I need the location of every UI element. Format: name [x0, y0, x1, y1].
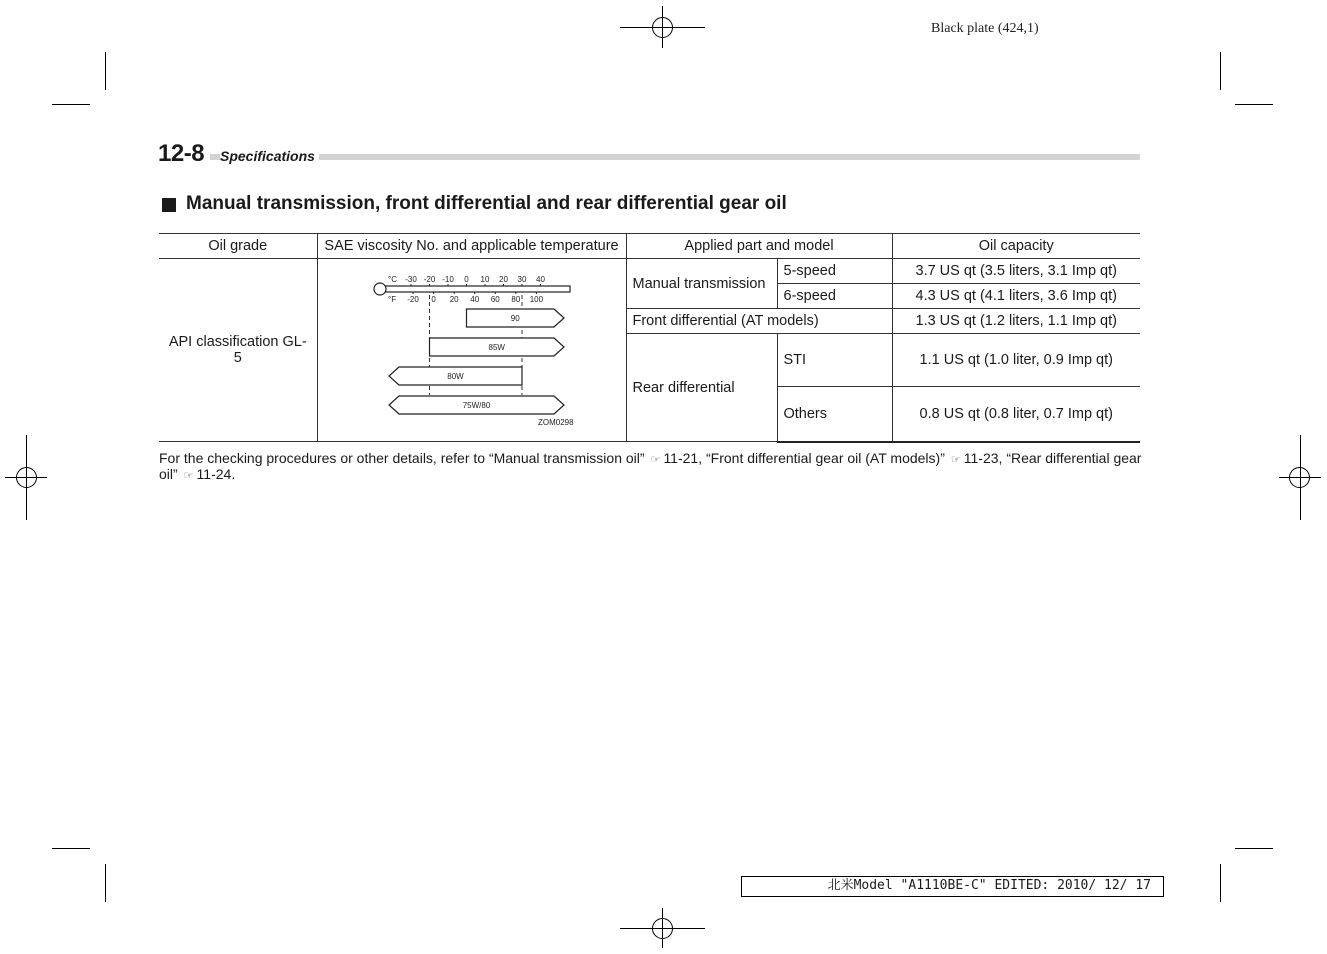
model-sti: STI: [777, 334, 892, 387]
footnote-text-2: “Front differential gear oil (AT models)”: [706, 450, 945, 466]
table-header-row: [159, 234, 1140, 259]
fahrenheit-tick-label: -20: [406, 295, 419, 304]
capacity-sti: 1.1 US qt (1.0 liter, 0.9 Imp qt): [892, 334, 1140, 387]
footnote: [159, 451, 1149, 483]
celsius-tick-label: 40: [535, 275, 545, 284]
gear-oil-table: [159, 233, 1140, 443]
part-manual-transmission: Manual transmission: [626, 259, 777, 309]
page-reference-icon: ☞: [650, 454, 661, 466]
viscosity-temperature-chart: [318, 259, 626, 440]
footnote-text-3: “Rear differential gear oil”: [159, 450, 1142, 482]
part-front-differential: Front differential (AT models): [626, 309, 892, 334]
page-reference-icon: ☞: [950, 454, 961, 466]
celsius-tick-label: -20: [423, 275, 435, 284]
edited-stamp: 北米Model "A1110BE-C" EDITED: 2010/ 12/ 17: [741, 876, 1164, 897]
grade-label: 80W: [446, 372, 464, 381]
viscosity-chart-cell: [317, 259, 626, 442]
model-6-speed: 6-speed: [777, 284, 892, 309]
celsius-tick-label: 0: [463, 275, 469, 284]
footnote-ref-1: 11-21,: [663, 450, 703, 466]
grade-label: 75W/80: [462, 401, 490, 410]
fahrenheit-tick-label: 80: [510, 295, 520, 304]
celsius-unit-label: °C: [387, 275, 397, 284]
page-reference-icon: ☞: [183, 470, 194, 482]
page-number: 12-8: [158, 140, 210, 168]
capacity-others: 0.8 US qt (0.8 liter, 0.7 Imp qt): [892, 387, 1140, 442]
fahrenheit-tick-label: 0: [430, 295, 436, 304]
footnote-ref-3: 11-24.: [196, 466, 236, 482]
fahrenheit-tick-label: 40: [469, 295, 479, 304]
model-5-speed: 5-speed: [777, 259, 892, 284]
oil-grade-cell: API classification GL-5: [159, 259, 317, 442]
capacity-6-speed: 4.3 US qt (4.1 liters, 3.6 Imp qt): [892, 284, 1140, 309]
fahrenheit-tick-label: 100: [529, 295, 543, 304]
column-header-applied-part: Applied part and model: [626, 234, 892, 259]
celsius-tick-label: -30: [404, 275, 417, 284]
heading-text: Manual transmission, front differential and rear differential gear oil: [186, 193, 787, 214]
table-row: [159, 259, 1140, 284]
grade-arrows: [389, 309, 564, 414]
capacity-5-speed: 3.7 US qt (3.5 liters, 3.1 Imp qt): [892, 259, 1140, 284]
column-header-oil-capacity: Oil capacity: [892, 234, 1140, 259]
heading-square-icon: [162, 198, 176, 212]
celsius-tick-label: -10: [441, 275, 454, 284]
celsius-tick-label: 30: [517, 275, 526, 284]
fahrenheit-tick-label: 60: [490, 295, 500, 304]
figure-code: ZOM0298: [537, 418, 574, 427]
column-header-oil-grade: Oil grade: [159, 234, 317, 259]
plate-label: Black plate (424,1): [931, 21, 1039, 36]
fahrenheit-unit-label: °F: [387, 295, 396, 304]
model-others: Others: [777, 387, 892, 442]
fahrenheit-ticks: [407, 292, 543, 304]
celsius-ticks: [405, 275, 545, 286]
celsius-tick-label: 20: [498, 275, 508, 284]
celsius-tick-label: 10: [480, 275, 489, 284]
footnote-ref-2: 11-23,: [963, 450, 1003, 466]
footnote-text-1: For the checking procedures or other details, refer to “Manual transmission oil”: [159, 450, 645, 466]
capacity-front-differential: 1.3 US qt (1.2 liters, 1.1 Imp qt): [892, 309, 1140, 334]
section-name: Specifications: [220, 148, 319, 164]
grade-label: 90: [510, 314, 520, 323]
grade-label: 85W: [488, 343, 505, 352]
section-heading: [162, 193, 787, 215]
column-header-sae-viscosity: SAE viscosity No. and applicable temperature: [317, 234, 626, 259]
fahrenheit-tick-label: 20: [449, 295, 459, 304]
part-rear-differential: Rear differential: [626, 334, 777, 442]
